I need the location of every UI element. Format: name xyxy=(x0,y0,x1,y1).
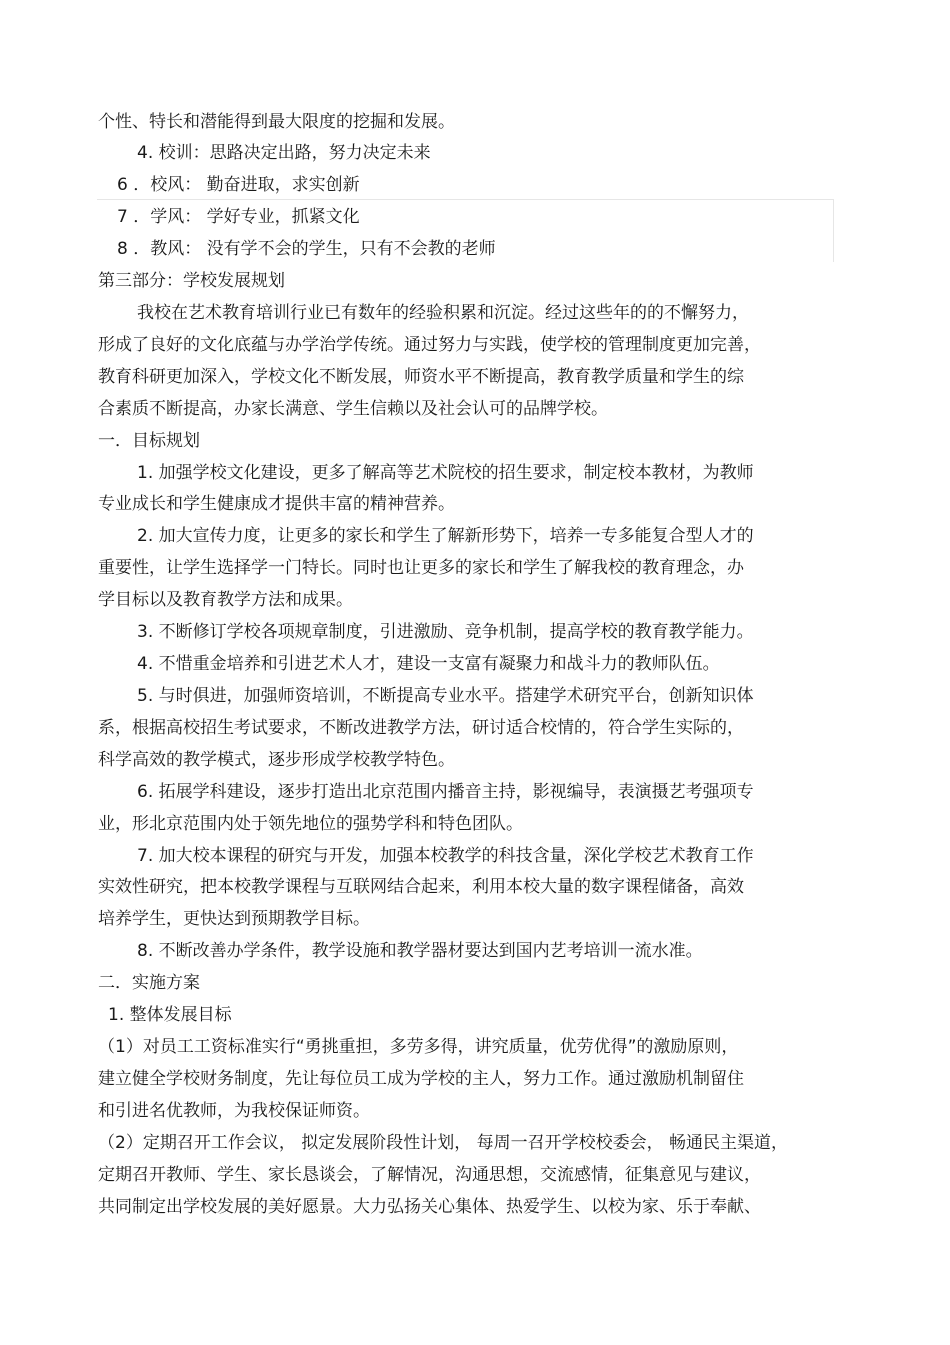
text-line: （2）定期召开工作会议， 拟定发展阶段性计划， 每周一召开学校校委会， 畅通民主渠道， xyxy=(98,1133,789,1153)
text-line: 4. 不惜重金培养和引进艺术人才，建设一支富有凝聚力和战斗力的教师队伍。 xyxy=(137,654,720,674)
text-line: 我校在艺术教育培训行业已有数年的经验积累和沉淀。经过这些年的的不懈努力， xyxy=(137,303,749,323)
text-line: 学目标以及教育教学方法和成果。 xyxy=(98,590,353,610)
text-line: 6 ．校风： 勤奋进取，求实创新 xyxy=(117,175,360,195)
text-line: 和引进名优教师，为我校保证师资。 xyxy=(98,1101,370,1121)
text-line: 系，根据高校招生考试要求，不断改进教学方法，研讨适合校情的，符合学生实际的， xyxy=(98,718,744,738)
text-line: 2. 加大宣传力度，让更多的家长和学生了解新形势下，培养一专多能复合型人才的 xyxy=(137,526,754,546)
text-line: 教育科研更加深入，学校文化不断发展，师资水平不断提高，教育教学质量和学生的综 xyxy=(98,367,744,387)
text-line: （1）对员工工资标准实行“勇挑重担，多劳多得，讲究质量，优劳优得”的激励原则， xyxy=(98,1037,739,1057)
subsection-heading: 二．实施方案 xyxy=(98,973,200,993)
text-line: 专业成长和学生健康成才提供丰富的精神营养。 xyxy=(98,494,455,514)
text-line: 合素质不断提高，办家长满意、学生信赖以及社会认可的品牌学校。 xyxy=(98,399,608,419)
text-line: 实效性研究，把本校教学课程与互联网结合起来，利用本校大量的数字课程储备，高效 xyxy=(98,877,744,897)
text-line: 定期召开教师、学生、家长恳谈会，了解情况，沟通思想，交流感情，征集意见与建议， xyxy=(98,1165,761,1185)
subsection-heading: 一．目标规划 xyxy=(98,431,200,451)
text-line: 形成了良好的文化底蕴与办学治学传统。通过努力与实践，使学校的管理制度更加完善， xyxy=(98,335,761,355)
text-line: 科学高效的教学模式，逐步形成学校教学特色。 xyxy=(98,750,455,770)
text-line: 8. 不断改善办学条件，教学设施和教学器材要达到国内艺考培训一流水准。 xyxy=(137,941,703,961)
text-line: 个性、特长和潜能得到最大限度的挖掘和发展。 xyxy=(98,112,455,132)
text-line: 3. 不断修订学校各项规章制度，引进激励、竞争机制，提高学校的教育教学能力。 xyxy=(137,622,754,642)
text-line: 4. 校训：思路决定出路，努力决定未来 xyxy=(137,143,431,163)
text-line: 1. 整体发展目标 xyxy=(108,1005,232,1025)
text-line: 重要性，让学生选择学一门特长。同时也让更多的家长和学生了解我校的教育理念，办 xyxy=(98,558,744,578)
text-line: 8 ．教风： 没有学不会的学生，只有不会教的老师 xyxy=(117,239,496,259)
text-line: 建立健全学校财务制度，先让每位员工成为学校的主人，努力工作。通过激励机制留住 xyxy=(98,1069,744,1089)
text-line: 6. 拓展学科建设，逐步打造出北京范围内播音主持，影视编导，表演摄艺考强项专 xyxy=(137,782,754,802)
text-line: 培养学生，更快达到预期教学目标。 xyxy=(98,909,370,929)
text-line: 5. 与时俱进，加强师资培训，不断提高专业水平。搭建学术研究平台，创新知识体 xyxy=(137,686,754,706)
text-line: 业，形北京范围内处于领先地位的强势学科和特色团队。 xyxy=(98,814,523,834)
text-line: 7. 加大校本课程的研究与开发，加强本校教学的科技含量，深化学校艺术教育工作 xyxy=(137,846,754,866)
section-heading: 第三部分：学校发展规划 xyxy=(98,271,285,291)
text-line: 共同制定出学校发展的美好愿景。大力弘扬关心集体、热爱学生、以校为家、乐于奉献、 xyxy=(98,1197,761,1217)
text-line: 7 ．学风： 学好专业，抓紧文化 xyxy=(117,207,360,227)
text-line: 1. 加强学校文化建设，更多了解高等艺术院校的招生要求，制定校本教材，为教师 xyxy=(137,463,754,483)
